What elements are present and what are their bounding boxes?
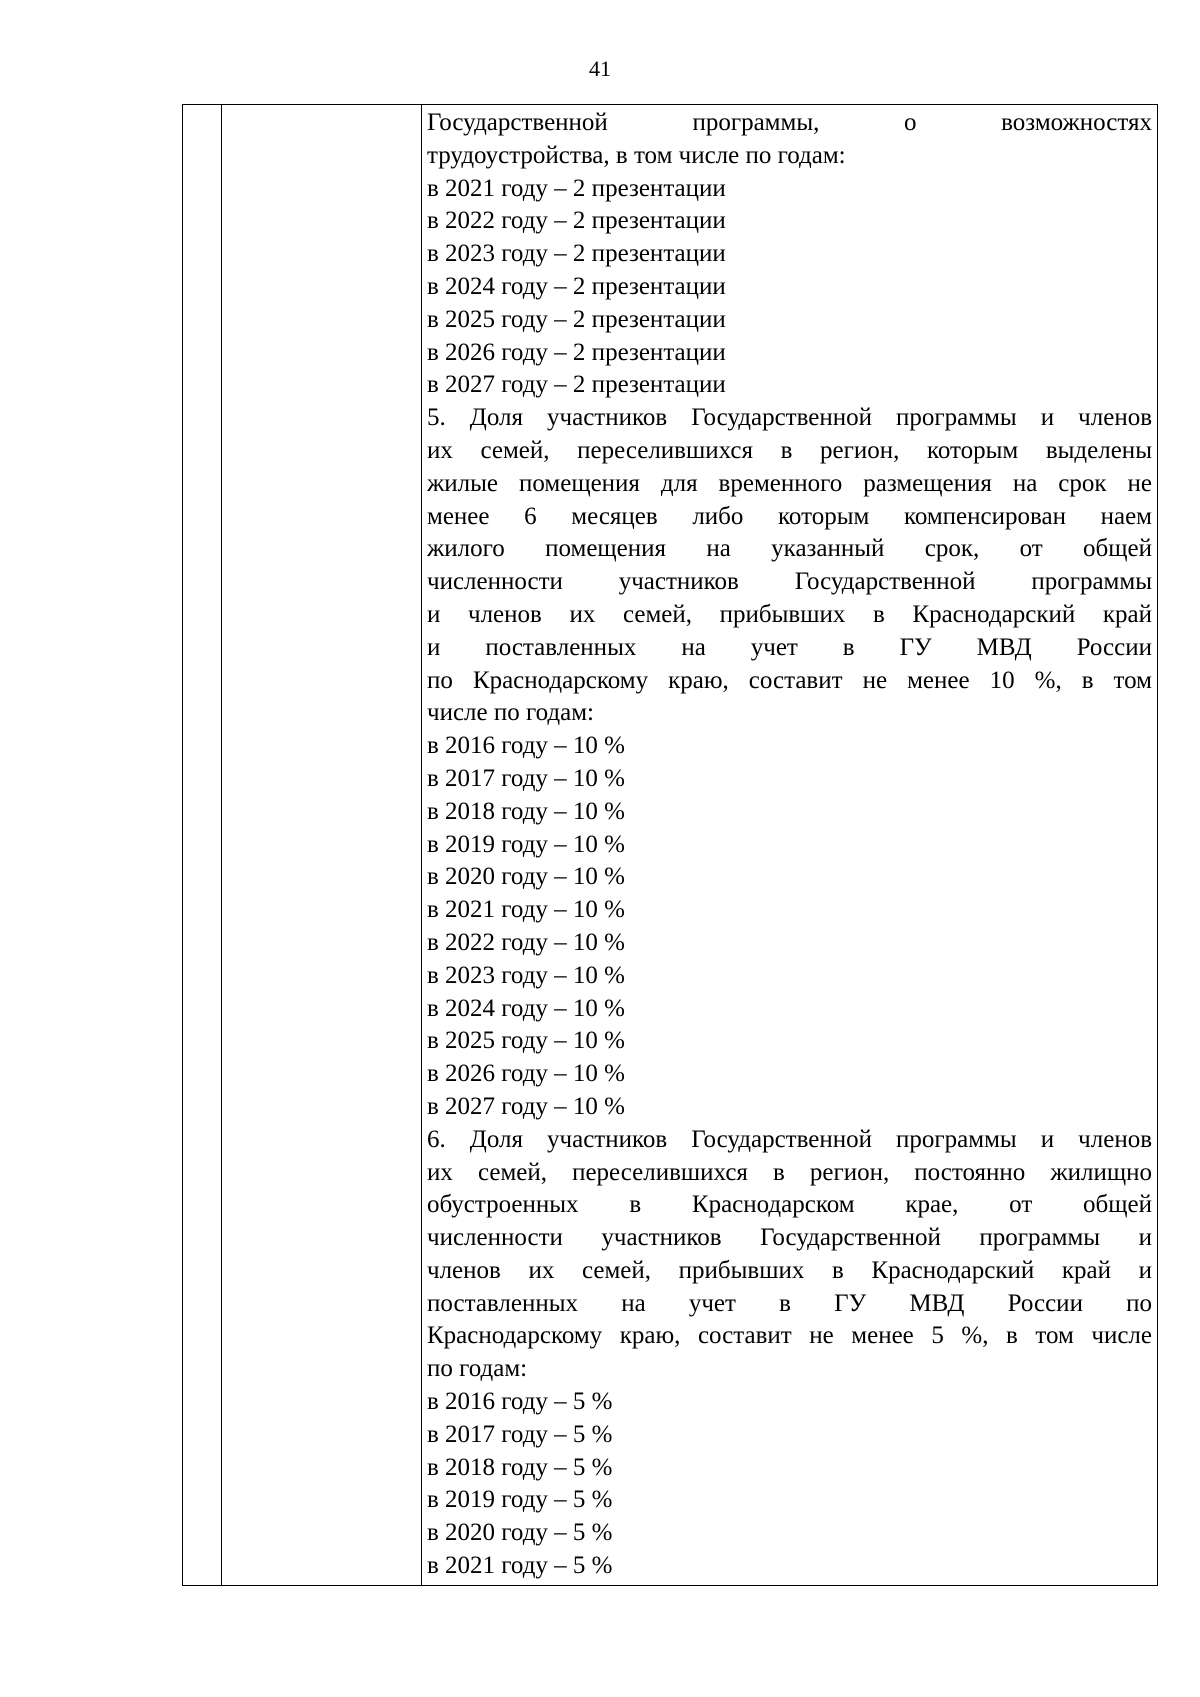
program-table [182,104,1158,1586]
text-line: в 2021 году – 2 презентации [427,174,726,202]
text-line: членов их семей, прибывших в Краснодарский край и [427,1256,1152,1284]
text-line: в 2020 году – 10 % [427,863,626,891]
text-line: Краснодарскому краю, составит не менее 5 %, в том числе [427,1322,1152,1350]
text-line: их семей, переселившихся в регион, постоянно жилищно [427,1158,1152,1186]
text-line: в 2022 году – 10 % [427,928,626,956]
text-line: 5. Доля участников Государственной программы и членов [427,404,1152,432]
text-line: по Краснодарскому краю, составит не менее 10 %, в том [427,666,1152,694]
text-line: трудоустройства, в том числе по годам: [427,141,846,169]
text-line: в 2023 году – 10 % [427,961,626,989]
text-line: в 2022 году – 2 презентации [427,207,726,235]
text-line: жилые помещения для временного размещения на срок не [427,469,1152,497]
text-line: в 2027 году – 2 презентации [427,371,726,399]
text-line: в 2025 году – 10 % [427,1027,626,1055]
indicator-text-cell [427,107,1152,1583]
text-line: в 2017 году – 5 % [427,1420,613,1448]
text-line: и членов их семей, прибывших в Краснодарский край [427,600,1152,628]
text-line: в 2017 году – 10 % [427,764,626,792]
text-line: в 2025 году – 2 презентации [427,305,726,333]
text-line: по годам: [427,1355,528,1383]
text-line: в 2023 году – 2 презентации [427,240,726,268]
text-line: 6. Доля участников Государственной программы и членов [427,1125,1152,1153]
text-line: в 2018 году – 5 % [427,1453,613,1481]
column-divider-2 [421,105,422,1585]
text-line: в 2019 году – 10 % [427,830,626,858]
text-line: в 2016 году – 5 % [427,1388,613,1416]
text-line: и поставленных на учет в ГУ МВД России [427,633,1152,661]
text-line: числе по годам: [427,699,594,727]
text-line: в 2021 году – 5 % [427,1552,613,1580]
text-line: в 2016 году – 10 % [427,732,626,760]
text-line: в 2019 году – 5 % [427,1486,613,1514]
text-line: жилого помещения на указанный срок, от общей [427,535,1152,563]
text-line: их семей, переселившихся в регион, которым выделены [427,436,1152,464]
text-line: в 2018 году – 10 % [427,797,626,825]
text-line: Государственной программы, о возможностях [427,109,1152,136]
text-line: в 2024 году – 2 презентации [427,272,726,300]
text-line: поставленных на учет в ГУ МВД России по [427,1289,1152,1317]
text-line: в 2027 году – 10 % [427,1092,626,1120]
text-line: в 2026 году – 2 презентации [427,338,726,366]
text-line: в 2020 году – 5 % [427,1519,613,1547]
text-line: менее 6 месяцев либо которым компенсирован наем [427,502,1152,530]
text-line: обустроенных в Краснодарском крае, от общей [427,1191,1152,1219]
column-divider-1 [221,105,222,1585]
page-number: 41 [589,56,611,81]
text-line: в 2021 году – 10 % [427,896,626,924]
text-line: в 2026 году – 10 % [427,1060,626,1088]
text-line: численности участников Государственной программы и [427,1224,1152,1252]
text-line: в 2024 году – 10 % [427,994,626,1022]
text-line: численности участников Государственной программы [427,568,1152,596]
